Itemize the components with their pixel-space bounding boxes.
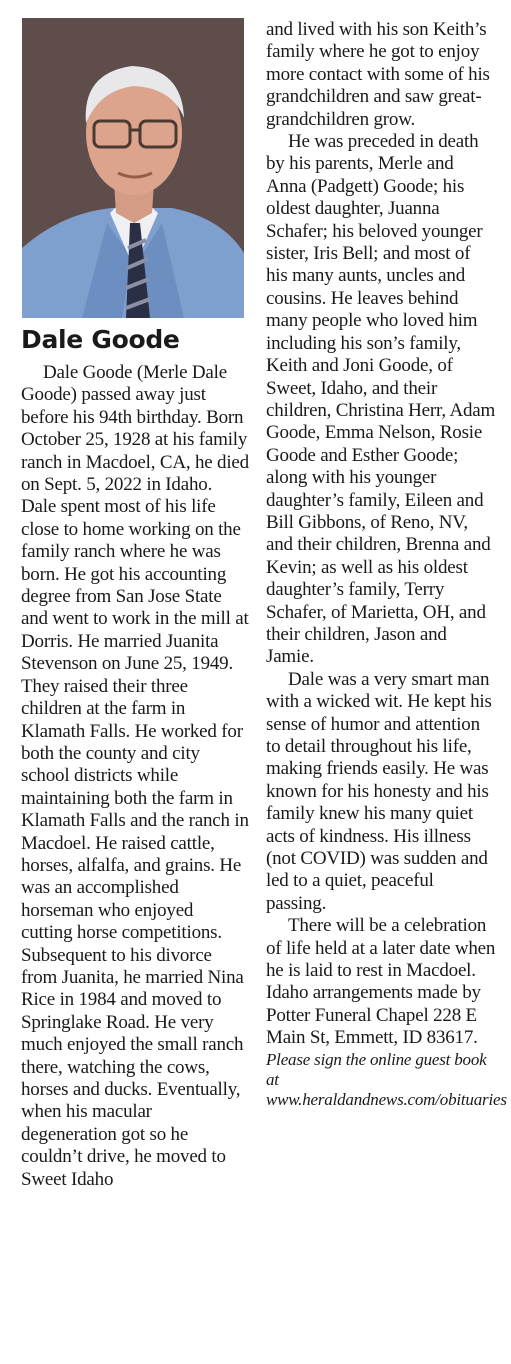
obituary-left-column xyxy=(21,362,249,1191)
obituary-continuation: and lived with his son Keith’s family where he got to enjoy more contact with some of his grandchildren and saw great-grandchildren grow. xyxy=(266,19,490,130)
obituary-paragraph: Dale Goode (Merle Dale Goode) passed away just before his 94th birthday. Born October 25, 1928 at his family ranch in Macdoel, CA, he died on Sept. 5, 2022 in Idaho. Dale spent most of his life close to home working on the family ranch where he was born. He got his accounting degree from San Jose State and went to work in the mill at Dorris. He married Juanita Stevenson on June 25, 1949. They raised their three children at the farm in Klamath Falls. He worked for both the county and city school districts while maintaining both the farm in Klamath Falls and the ranch in Macdoel. He raised cattle, horses, alfalfa, and grains. He was an accomplished horseman who enjoyed cutting horse competitions. Subsequent to his divorce from Juanita, he married Nina Rice in 1984 and moved to Springlake Road. He very much enjoyed the small ranch there, watching the cows, horses and ducks. Eventually, when his macular degeneration got so he couldn’t drive, he moved to Sweet Idaho xyxy=(21,362,249,1190)
obituary-paragraph-survivors: He was preceded in death by his parents, Merle and Anna (Padgett) Goode; his oldest daughter, Juanna Schafer; his beloved younger sister, Iris Bell; and most of his many aunts, uncles and cousins. He leaves behind many people who loved him including his son’s family, Keith and Joni Goode, of Sweet, Idaho, and their children, Christina Herr, Adam Goode, Emma Nelson, Rosie Goode and Esther Goode; along with his younger daughter’s family, Eileen and Bill Gibbons, of Reno, NV, and their children, Brenna and Kevin; as well as his oldest daughter’s family, Terry Schafer, of Marietta, OH, and their children, Jason and Jamie. xyxy=(266,131,496,668)
portrait-illustration xyxy=(22,18,244,318)
obituary-paragraph-arrangements: There will be a celebration of life held at a later date when he is laid to rest in Macdoel. Idaho arrangements made by Potter Funeral Chapel 228 E Main St, Emmett, ID 83617. xyxy=(266,915,496,1049)
guest-book-signoff: Please sign the online guest book at www.heraldandnews.com/obituaries xyxy=(266,1049,507,1109)
portrait-photo-icon xyxy=(22,18,244,318)
obituary-paragraph-character: Dale was a very smart man with a wicked wit. He kept his sense of humor and attention to detail throughout his life, making friends easily. He was known for his honesty and his family knew his many quiet acts of kindness. His illness (not COVID) was sudden and led to a quiet, peaceful passing. xyxy=(266,668,492,914)
obituary-right-column xyxy=(266,19,507,1110)
deceased-name: Dale Goode xyxy=(21,325,180,354)
